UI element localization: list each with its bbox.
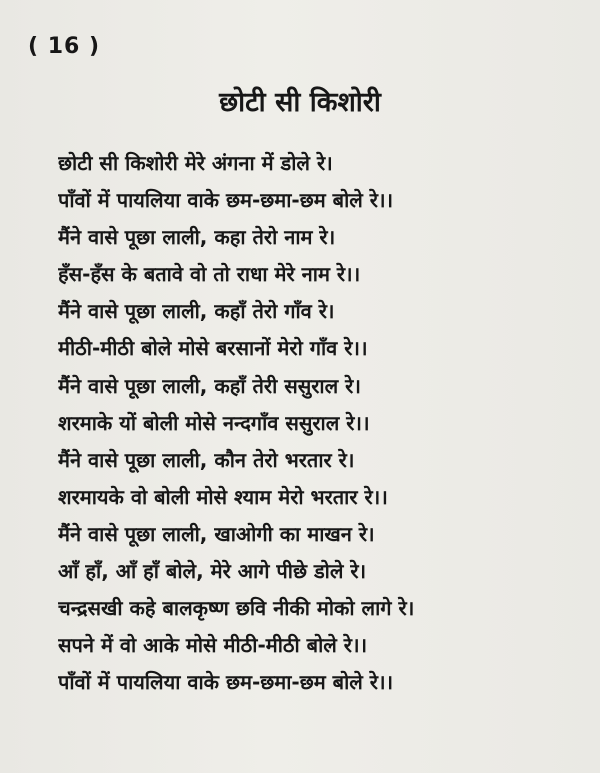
verse-line: पाँवों में पायलिया वाके छम-छमा-छम बोले रे।।: [58, 188, 394, 213]
verse-line: पाँवों में पायलिया वाके छम-छमा-छम बोले रे।।: [58, 670, 394, 695]
verse-line: आँ हाँ, आँ हाँ बोले, मेरे आगे पीछे डोले रे।: [58, 559, 367, 584]
page-title: छोटी सी किशोरी: [219, 87, 381, 118]
verse-line: सपने में वो आके मोसे मीठी-मीठी बोले रे।।: [58, 633, 368, 658]
page-number: ( 16 ): [28, 34, 101, 59]
verse-line: शरमायके वो बोली मोसे श्याम मेरो भरतार रे।।: [58, 484, 388, 509]
verse-line: मैंने वासे पूछा लाली, खाओगी का माखन रे।: [58, 521, 375, 546]
verse-line: मैंने वासे पूछा लाली, कौन तेरो भरतार रे।: [58, 447, 355, 472]
verse-line: मैंने वासे पूछा लाली, कहाँ तेरी ससुराल रे।: [58, 373, 361, 398]
verse-line: मैंने वासे पूछा लाली, कहा तेरो नाम रे।: [58, 225, 336, 250]
verse-line: छोटी सी किशोरी मेरे अंगना में डोले रे।: [58, 151, 333, 175]
verse-line: शरमाके यों बोली मोसे नन्दगाँव ससुराल रे।।: [58, 410, 370, 435]
verse-list: [58, 145, 598, 701]
verse-line: चन्द्रसखी कहे बालकृष्ण छवि नीकी मोको लागे रे।: [58, 596, 415, 621]
verse-line: मीठी-मीठी बोले मोसे बरसानों मेरो गाँव रे।।: [58, 336, 368, 361]
verse-line: हँस-हँस के बतावे वो तो राधा मेरे नाम रे।।: [58, 262, 361, 287]
verse-line: मैंने वासे पूछा लाली, कहाँ तेरो गाँव रे।: [58, 299, 335, 324]
